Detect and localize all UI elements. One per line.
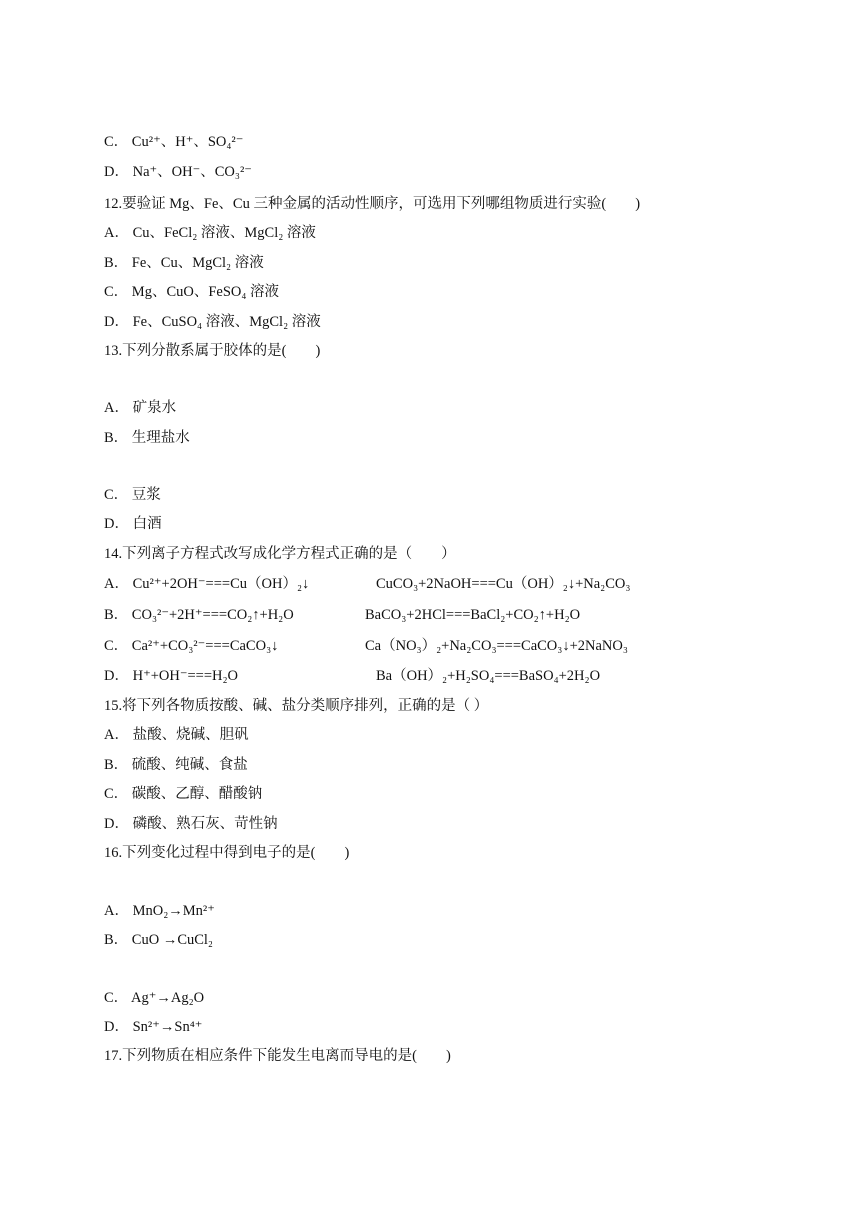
q15-option-c: C． 碳酸、乙醇、醋酸钠 xyxy=(104,786,263,802)
q17-stem: 17.下列物质在相应条件下能发生电离而导电的是( ) xyxy=(104,1048,451,1064)
q14-row-a-ionic: A． Cu²⁺+2OH⁻===Cu（OH）₂↓ xyxy=(104,576,310,592)
q14-row-c-chemical: Ca（NO₃）₂+Na₂CO₃===CaCO₃↓+2NaNO₃ xyxy=(365,638,628,654)
q15-option-b: B． 硫酸、纯碱、食盐 xyxy=(104,757,248,773)
q13-option-c: C． 豆浆 xyxy=(104,487,161,503)
q11-option-d xyxy=(104,162,252,182)
q15-stem: 15.将下列各物质按酸、碱、盐分类顺序排列，正确的是（ ） xyxy=(104,698,489,714)
q13-option-d: D． 白酒 xyxy=(104,516,162,532)
q14-row-c-ionic: C． Ca²⁺+CO₃²⁻===CaCO₃↓ xyxy=(104,638,279,654)
q14-stem: 14.下列离子方程式改写成化学方程式正确的是（ ） xyxy=(104,546,456,562)
q14-row-a-chemical: CuCO₃+2NaOH===Cu（OH）₂↓+Na₂CO₃ xyxy=(376,576,631,592)
q14-row-d-ionic: D． H⁺+OH⁻===H₂O xyxy=(104,668,239,684)
q12-stem: 12.要验证 Mg、Fe、Cu 三种金属的活动性顺序，可选用下列哪组物质进行实验( ) xyxy=(104,196,641,212)
q14-row-b-chemical: BaCO₃+2HCl===BaCl₂+CO₂↑+H₂O xyxy=(365,607,581,623)
q15-option-d: D． 磷酸、熟石灰、苛性钠 xyxy=(104,816,278,832)
q14-row-d-chemical: Ba（OH）₂+H₂SO₄===BaSO₄+2H₂O xyxy=(376,668,601,684)
q16-option-b: B． CuO →CuCl₂ xyxy=(104,932,213,948)
q13-option-a: A． 矿泉水 xyxy=(104,400,177,416)
q13-option-b: B． 生理盐水 xyxy=(104,430,190,446)
q12-option-a: A． Cu、FeCl₂ 溶液、MgCl₂ 溶液 xyxy=(104,225,316,241)
q15-option-a: A． 盐酸、烧碱、胆矾 xyxy=(104,727,249,743)
q16-stem: 16.下列变化过程中得到电子的是( ) xyxy=(104,845,350,861)
q13-stem: 13.下列分散系属于胶体的是( ) xyxy=(104,343,321,359)
q16-option-a: A． MnO₂→Mn²⁺ xyxy=(104,903,215,919)
q16-option-c: C． Ag⁺→Ag₂O xyxy=(104,990,205,1006)
q12-option-d: D． Fe、CuSO₄ 溶液、MgCl₂ 溶液 xyxy=(104,314,321,330)
q12-option-c: C． Mg、CuO、FeSO₄ 溶液 xyxy=(104,284,280,300)
q11-option-d-text: D． Na⁺、OH⁻、CO₃²⁻ xyxy=(104,164,252,180)
q14-row-b-ionic: B． CO₃²⁻+2H⁺===CO₂↑+H₂O xyxy=(104,607,294,623)
q16-option-d: D． Sn²⁺→Sn⁴⁺ xyxy=(104,1019,203,1035)
q12-option-b: B． Fe、Cu、MgCl₂ 溶液 xyxy=(104,255,264,271)
q11-option-c xyxy=(104,132,243,152)
q11-option-c-text: C． Cu²⁺、H⁺、SO₄²⁻ xyxy=(104,134,244,150)
